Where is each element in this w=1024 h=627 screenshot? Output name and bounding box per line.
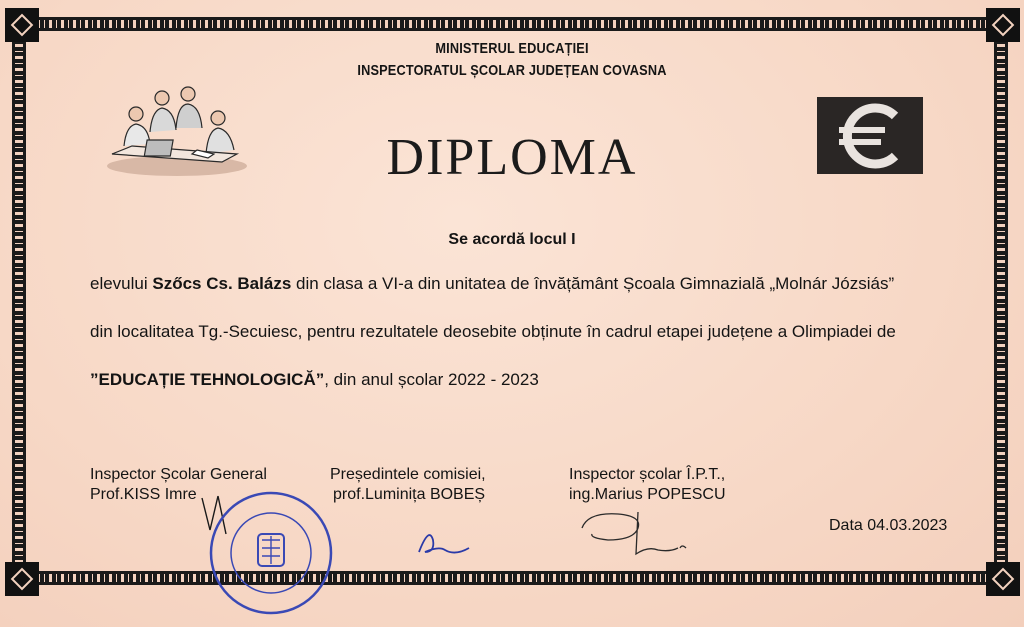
diploma-date: Data 04.03.2023 [829, 517, 948, 534]
signature-block-2 [330, 465, 486, 505]
border-left [12, 30, 26, 578]
handwritten-signature-2 [415, 522, 475, 562]
corner-ornament-tr [986, 8, 1020, 42]
body-line-3 [90, 370, 539, 390]
body-school: din clasa a VI-a din unitatea de învățământ Școala Gimnazială „Molnár Józsiás” [291, 274, 895, 293]
student-name: Szőcs Cs. Balázs [152, 274, 292, 293]
signature-role-3: Inspector școlar Î.P.T., [569, 466, 726, 483]
border-bottom [22, 571, 1002, 585]
school-year: , din anul școlar 2022 - 2023 [324, 370, 539, 389]
inspectorate-header: INSPECTORATUL ȘCOLAR JUDEȚEAN COVASNA [357, 62, 667, 79]
diploma-title: DIPLOMA [386, 129, 638, 186]
signature-name-1: Prof.KISS Imre [90, 486, 197, 503]
ministry-header: MINISTERUL EDUCAȚIEI [435, 40, 589, 57]
border-top [22, 17, 1002, 31]
corner-ornament-tl [5, 8, 39, 42]
handwritten-signature-3 [578, 498, 698, 568]
signature-name-3: ing.Marius POPESCU [569, 486, 726, 503]
official-stamp [206, 488, 336, 618]
body-line-2: din localitatea Tg.-Secuiesc, pentru rezultatele deosebite obținute în cadrul etapei județene a Olimpiadei de [90, 322, 896, 341]
body-prefix: elevului [90, 274, 153, 293]
border-right [994, 30, 1008, 578]
body-line-1 [90, 274, 894, 294]
subject-name: ”EDUCAȚIE TEHNOLOGICĂ” [90, 370, 325, 389]
award-text: Se acordă locul I [448, 231, 576, 248]
signature-role-1: Inspector Școlar General [90, 466, 267, 483]
signature-name-2: prof.Luminița BOBEȘ [333, 486, 486, 503]
signature-role-2: Președintele comisiei, [330, 466, 486, 483]
corner-ornament-br [986, 562, 1020, 596]
corner-ornament-bl [5, 562, 39, 596]
